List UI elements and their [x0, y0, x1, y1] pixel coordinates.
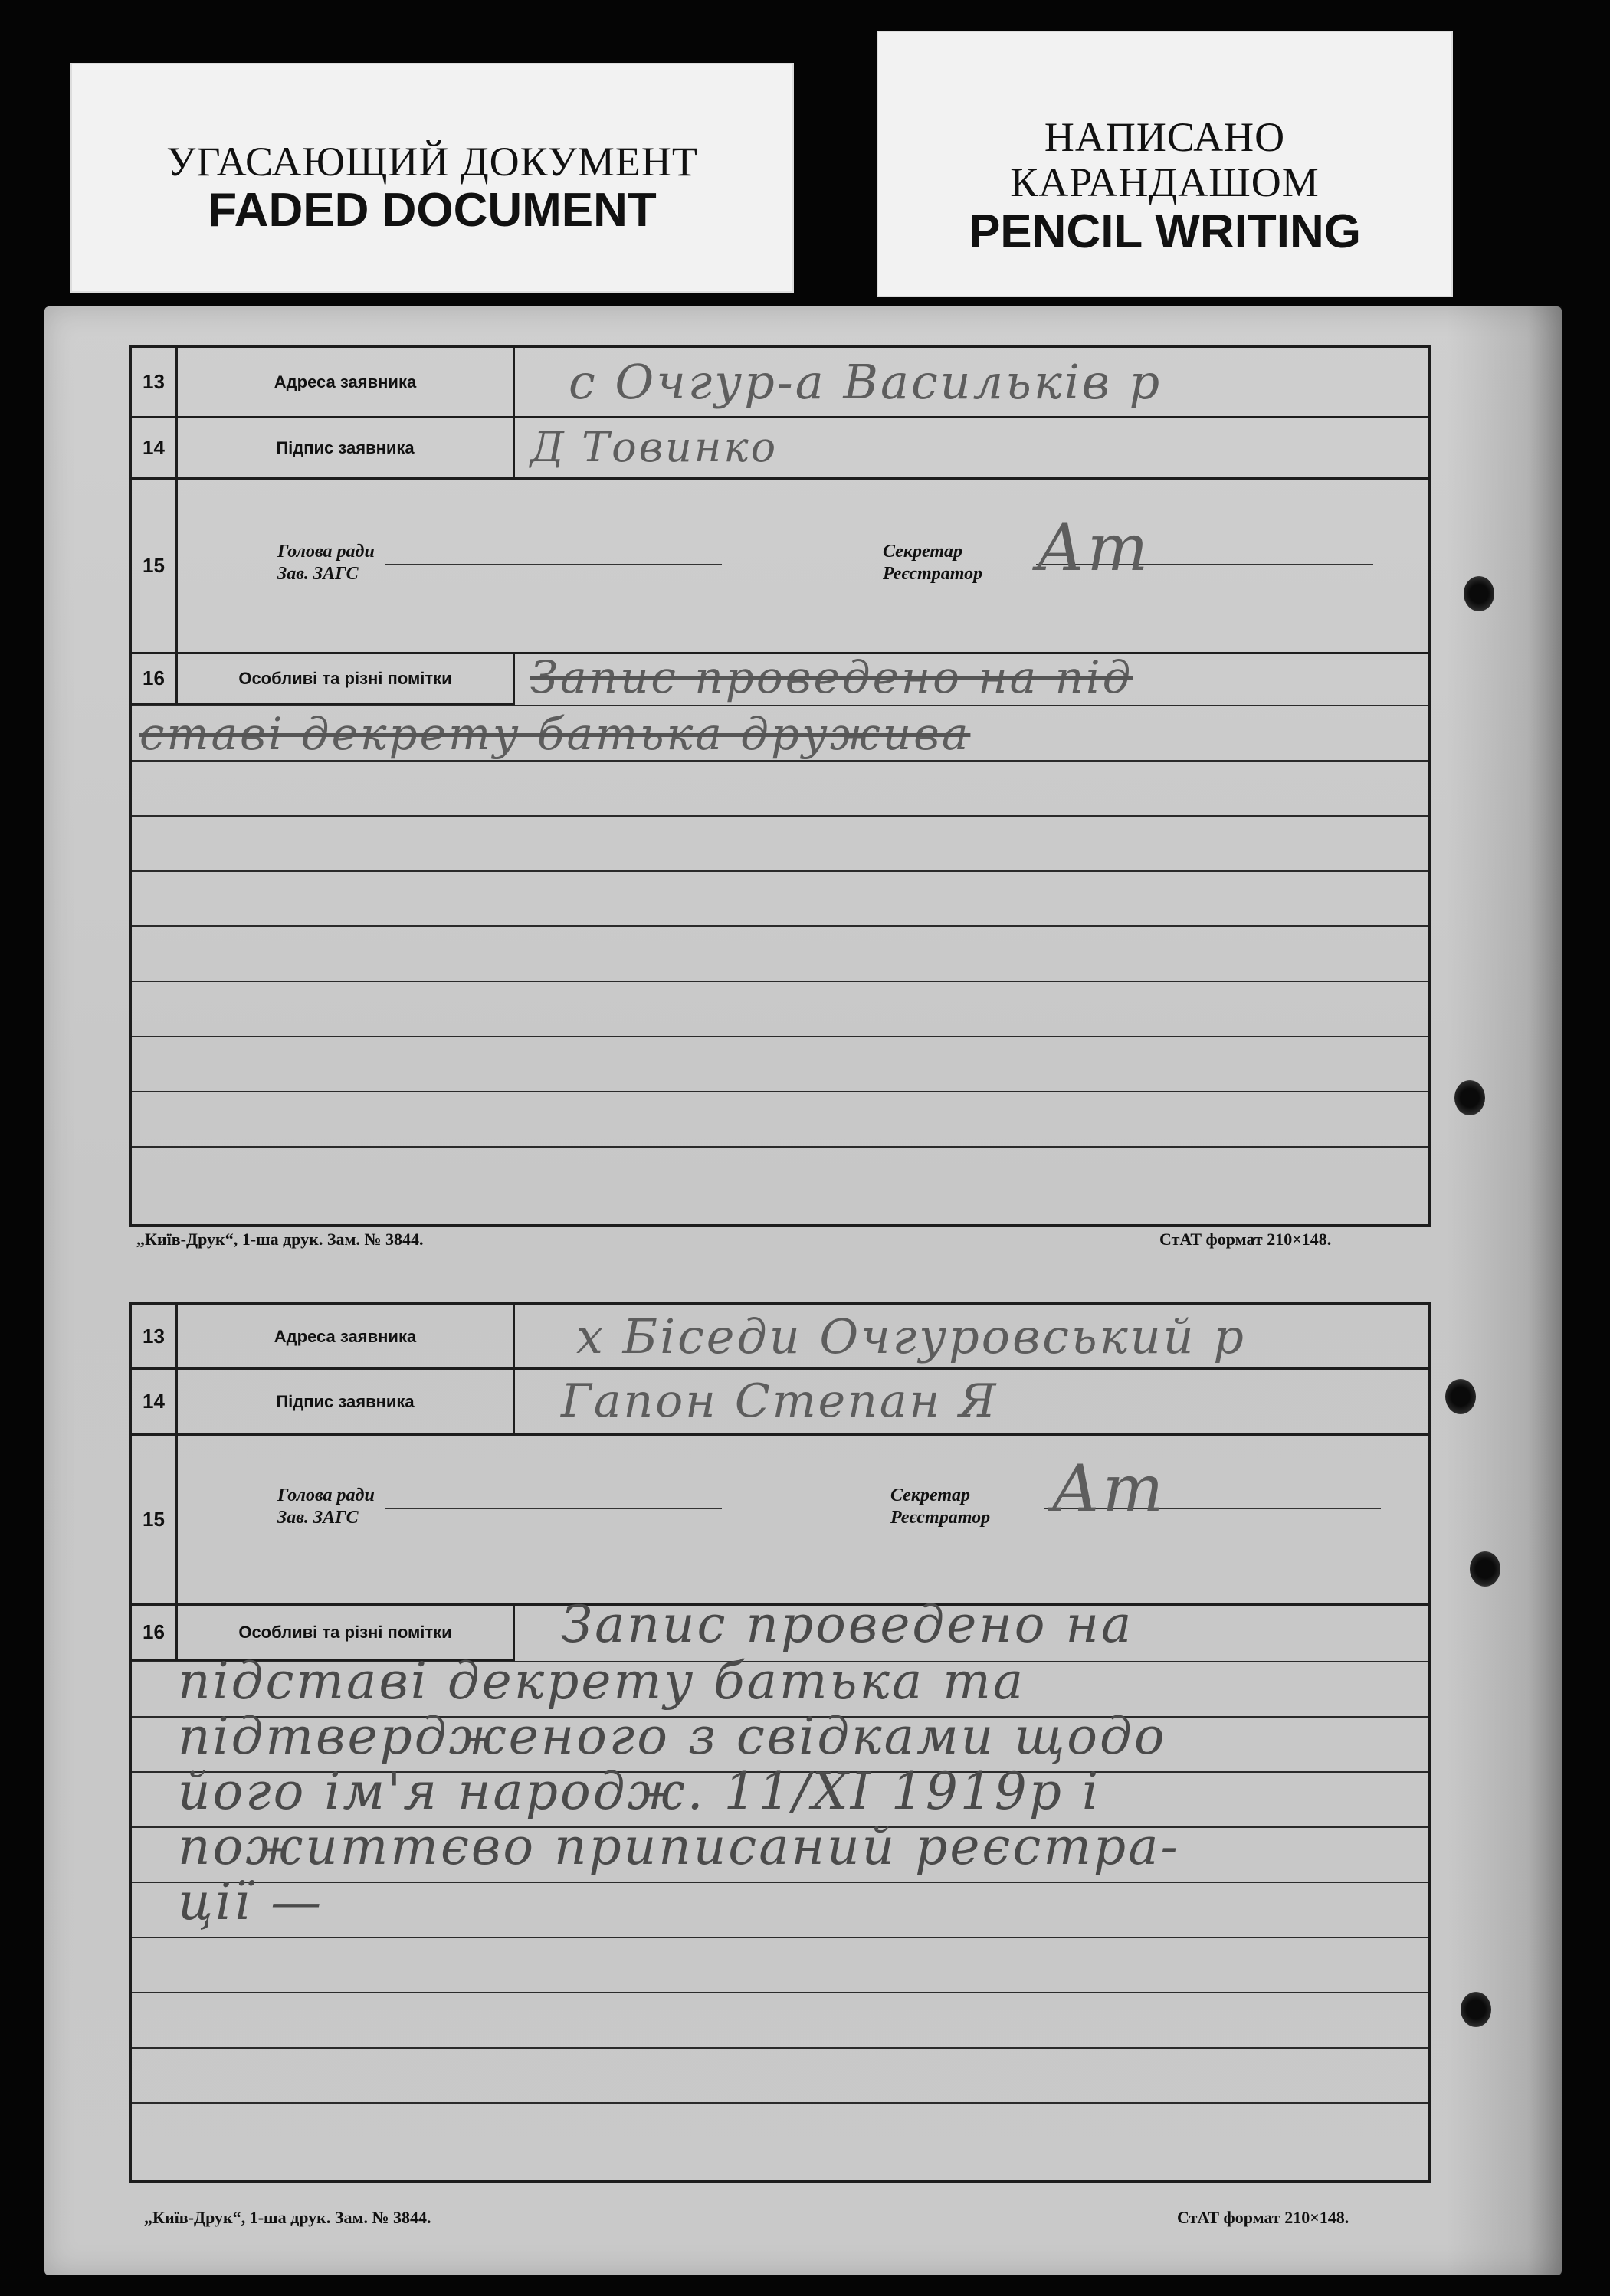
- row-label: Особливі та різні помітки: [178, 1606, 515, 1661]
- row-number: 16: [132, 1606, 178, 1661]
- handwritten-note: ції —: [178, 1872, 324, 1931]
- handwritten-note: підтвердженого з свідками щодо: [178, 1707, 1167, 1766]
- row-officials: [132, 1436, 1428, 1606]
- row-number: 14: [132, 418, 178, 477]
- head-signature-line: [385, 1508, 722, 1509]
- faded-label-en: FADED DOCUMENT: [208, 184, 657, 237]
- row-number: 13: [132, 1305, 178, 1367]
- form-top: [129, 345, 1431, 1227]
- handwritten-note: підставі декрету батька та: [178, 1652, 1026, 1711]
- head-signature-line: [385, 564, 722, 565]
- row-label: Особливі та різні помітки: [178, 654, 515, 705]
- handwritten-note: Запис проведено на під: [530, 651, 1133, 703]
- pencil-label-en: PENCIL WRITING: [968, 205, 1362, 258]
- handwritten-note: ставі декрету батька дружива: [139, 708, 971, 760]
- row-notes: [132, 1595, 1428, 2173]
- registrar-signature: Ат: [1051, 1451, 1166, 1526]
- punch-hole: [1445, 1379, 1476, 1414]
- row-label: Підпис заявника: [178, 418, 515, 477]
- row-label: Підпис заявника: [178, 1370, 515, 1433]
- pencil-label-ru-2: КАРАНДАШОМ: [1010, 159, 1320, 206]
- form-bottom: [129, 1302, 1431, 2183]
- handwritten-address: х Біседи Очгуровський р: [576, 1308, 1246, 1364]
- format-imprint: СтАТ формат 210×148.: [1159, 1230, 1332, 1249]
- secretary-label: Секретар Реєстратор: [883, 542, 983, 584]
- punch-hole: [1470, 1551, 1500, 1587]
- head-label: Голова ради Зав. ЗАГС: [277, 542, 375, 584]
- printer-imprint: „Київ-Друк“, 1-ша друк. Зам. № 3844.: [144, 2208, 431, 2227]
- faded-label-ru: УГАСАЮЩИЙ ДОКУМЕНТ: [166, 139, 698, 185]
- punch-hole: [1461, 1992, 1491, 2027]
- registrar-signature: Ат: [1036, 510, 1151, 585]
- row-number: 16: [132, 654, 178, 705]
- row-signature: [132, 1370, 1428, 1436]
- secretary-label: Секретар Реєстратор: [890, 1485, 991, 1528]
- handwritten-signature: Гапон Степан Я: [561, 1374, 998, 1428]
- row-number: 15: [132, 1436, 178, 1603]
- row-number: 14: [132, 1370, 178, 1433]
- row-notes: [132, 651, 1428, 1206]
- pencil-writing-label: [877, 31, 1453, 297]
- row-signature: [132, 418, 1428, 480]
- faded-document-label: [70, 63, 794, 293]
- format-imprint: СтАТ формат 210×148.: [1177, 2208, 1349, 2227]
- row-officials: [132, 480, 1428, 654]
- punch-hole: [1464, 576, 1494, 611]
- row-number: 15: [132, 480, 178, 652]
- row-label: Адреса заявника: [178, 1305, 515, 1367]
- row-address: [132, 1305, 1428, 1370]
- document-sheet: [44, 306, 1562, 2275]
- row-label: Адреса заявника: [178, 348, 515, 416]
- pencil-label-ru-1: НАПИСАНО: [1044, 114, 1286, 160]
- handwritten-note: Запис проведено на: [561, 1595, 1134, 1654]
- printer-imprint: „Київ-Друк“, 1-ша друк. Зам. № 3844.: [136, 1230, 424, 1249]
- handwritten-note: пожиттєво приписаний реєстра-: [178, 1817, 1180, 1876]
- handwritten-address: с Очгур-а Васильків р: [569, 354, 1162, 410]
- row-address: [132, 348, 1428, 418]
- handwritten-signature: Д Товинко: [530, 423, 779, 471]
- punch-hole: [1454, 1080, 1485, 1115]
- row-number: 13: [132, 348, 178, 416]
- handwritten-note: його ім'я народж. 11/XI 1919р і: [178, 1762, 1101, 1821]
- head-label: Голова ради Зав. ЗАГС: [277, 1485, 375, 1528]
